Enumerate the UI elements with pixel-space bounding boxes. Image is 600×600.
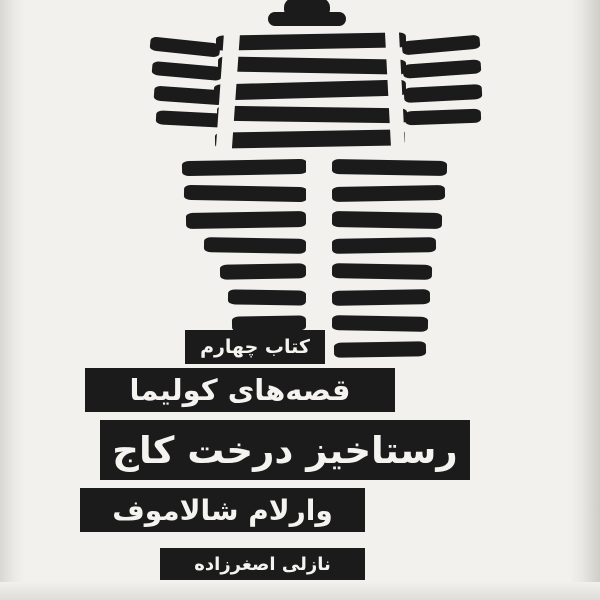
stripe — [184, 185, 307, 202]
stripe — [217, 106, 407, 124]
stripe — [402, 35, 481, 56]
stripe — [220, 263, 306, 279]
stripe — [403, 59, 482, 78]
page-edge-shadow-bottom — [0, 582, 600, 600]
stripe — [332, 289, 430, 306]
stripe — [334, 341, 426, 358]
stripe — [186, 211, 306, 229]
stripe — [228, 289, 306, 305]
stripe — [218, 56, 406, 74]
page-edge-shadow-left — [0, 0, 26, 600]
stripe — [149, 36, 220, 57]
series-label: کتاب چهارم — [185, 330, 325, 364]
collar-shape — [268, 12, 346, 26]
author-name: وارلام شالاموف — [80, 488, 365, 532]
translator-name: نازلی اصغرزاده — [160, 548, 365, 580]
head-and-collar — [268, 0, 346, 24]
stripe — [332, 263, 432, 280]
stripe — [156, 110, 225, 128]
stripe — [332, 159, 447, 176]
stripe — [182, 159, 307, 176]
stripe — [332, 185, 445, 202]
stripe — [204, 237, 306, 254]
stripe — [214, 79, 406, 100]
collection-label: قصه‌های کولیما — [85, 368, 395, 412]
stripe — [405, 109, 481, 126]
stripe — [216, 32, 406, 50]
book-title: رستاخیز درخت کاج — [100, 420, 470, 480]
stripe — [152, 61, 223, 81]
stripe — [332, 237, 436, 254]
stripe — [215, 129, 405, 148]
stripe — [404, 84, 483, 103]
page-edge-shadow-right — [570, 0, 600, 600]
stripe — [332, 211, 442, 229]
stripe — [332, 315, 428, 332]
